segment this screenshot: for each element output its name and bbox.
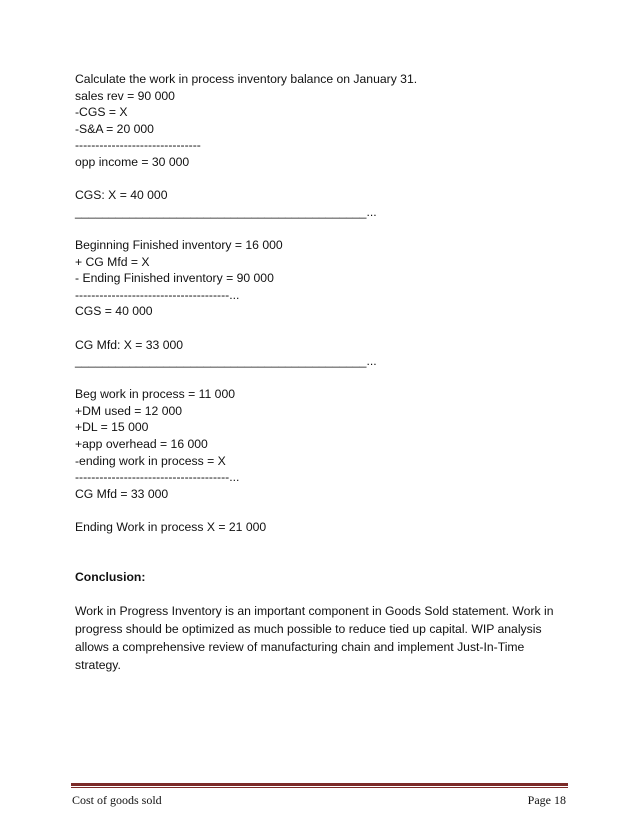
dash-rule: --------------------------------------... (75, 287, 240, 302)
conclusion-heading: Conclusion: (75, 569, 146, 584)
operating-income-line: opp income = 30 000 (75, 154, 190, 169)
beginning-wip: Beg work in process = 11 000 (75, 387, 235, 402)
sales-revenue-line: sales rev = 90 000 (75, 88, 175, 103)
applied-overhead-line: +app overhead = 16 000 (75, 437, 208, 452)
dash-rule: --------------------------------------... (75, 470, 240, 485)
page-number: Page 18 (527, 793, 566, 807)
underscore-separator: ___________________________________________... (75, 204, 377, 219)
task-statement: Calculate the work in process inventory balance on January 31. (75, 72, 418, 86)
underscore-separator: ___________________________________________... (75, 354, 377, 369)
sga-line: -S&A = 20 000 (75, 121, 154, 136)
dash-rule: ------------------------------- (75, 138, 201, 153)
cg-manufactured-line: + CG Mfd = X (75, 254, 150, 269)
ending-finished-inventory: - Ending Finished inventory = 90 000 (75, 271, 274, 286)
page-content (75, 71, 575, 674)
direct-materials-line: +DM used = 12 000 (75, 403, 183, 418)
conclusion-paragraph: Work in Progress Inventory is an important component in Goods Sold statement. Work in progress should be optimized as much possible to reduce tied up capital. WIP analysis allows a comprehensive review of manufacturing chain and implement Just-In-Time strategy. (75, 603, 554, 672)
cgs-result: CGS: X = 40 000 (75, 188, 168, 203)
beginning-finished-inventory: Beginning Finished inventory = 16 000 (75, 237, 283, 252)
cgmfd-result: CG Mfd: X = 33 000 (75, 337, 184, 352)
cgs-total: CGS = 40 000 (75, 304, 153, 319)
footer-rule (71, 783, 568, 788)
ending-wip-line: -ending work in process = X (75, 453, 226, 468)
cgs-line: -CGS = X (75, 105, 128, 120)
footer-title: Cost of goods sold (72, 793, 162, 807)
cgmfd-total: CG Mfd = 33 000 (75, 486, 169, 501)
page-footer (72, 793, 566, 809)
ending-wip-result: Ending Work in process X = 21 000 (75, 520, 267, 535)
direct-labor-line: +DL = 15 000 (75, 420, 149, 435)
